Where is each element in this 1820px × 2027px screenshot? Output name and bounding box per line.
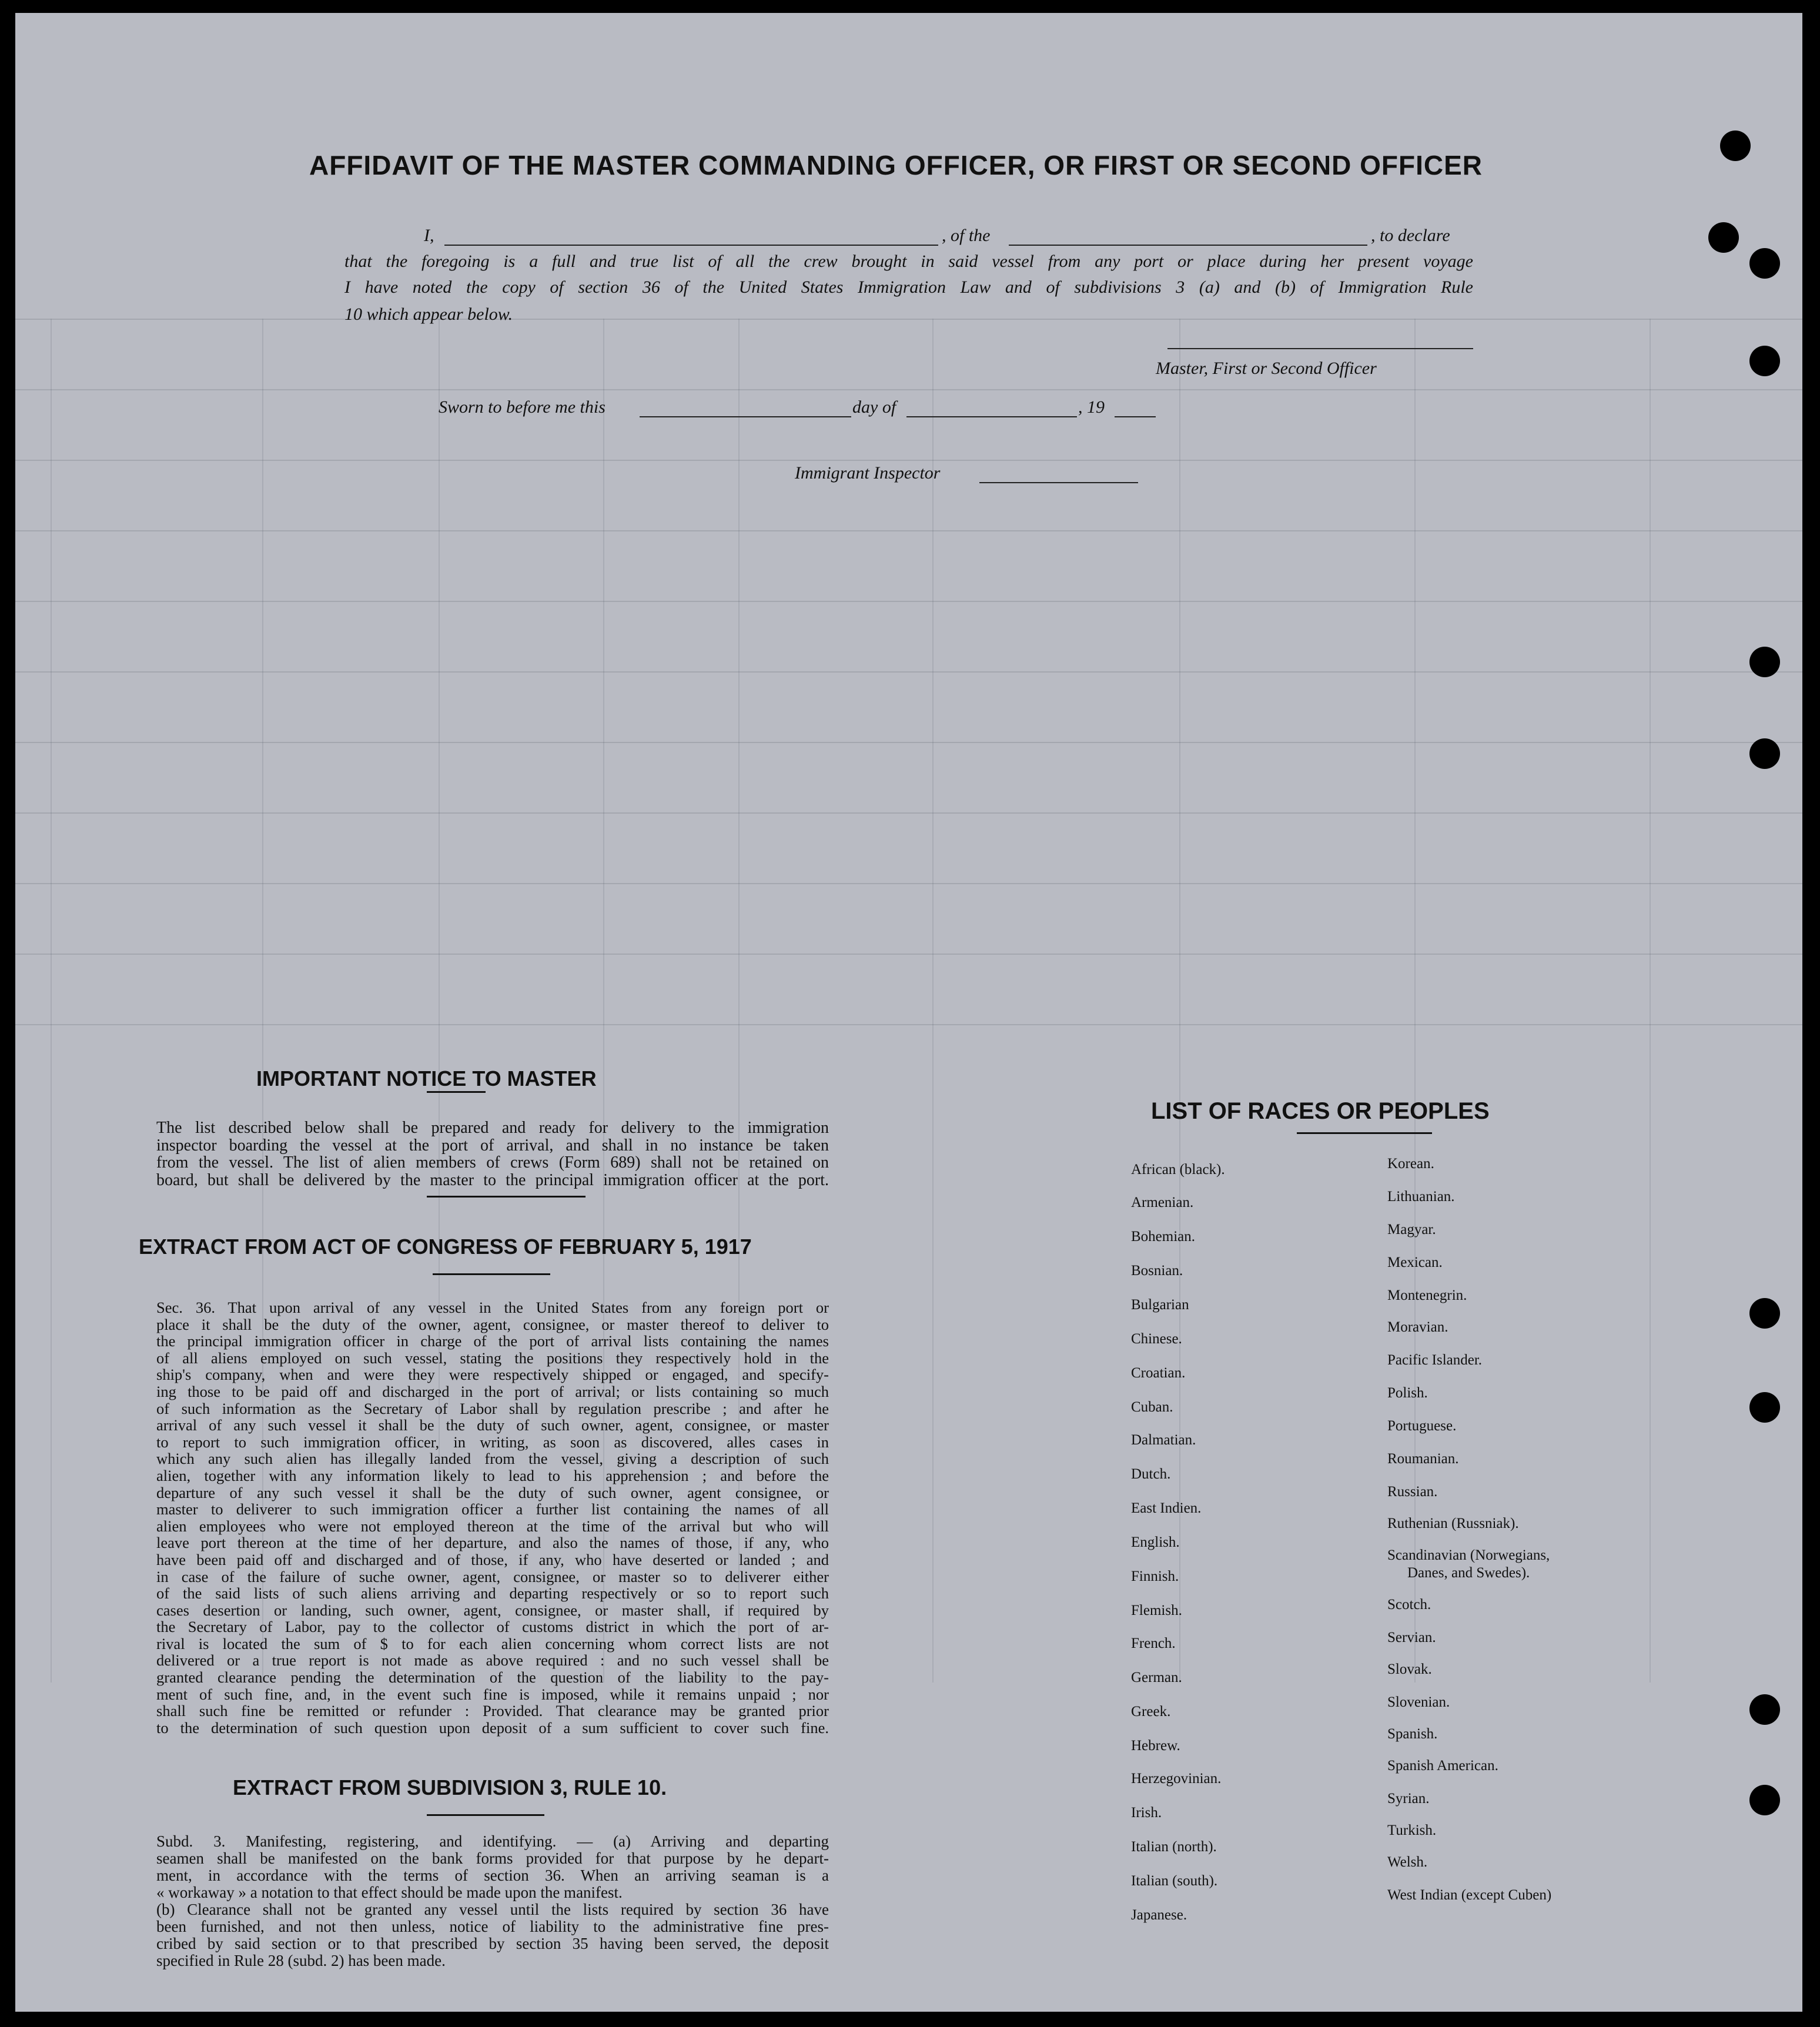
rule-extract-title: EXTRACT FROM SUBDIVISION 3, RULE 10. xyxy=(233,1775,667,1799)
act-line: to report to such immigration officer, in writing, as soon as discovered, alles cases in xyxy=(156,1433,829,1451)
act-line: master to deliverer to such immigration officer a further list containing the names of all xyxy=(156,1500,829,1518)
race-item: Bulgarian xyxy=(1131,1297,1189,1313)
rule-line: specified in Rule 28 (subd. 2) has been made. xyxy=(156,1952,446,1969)
race-item: Korean. xyxy=(1387,1156,1434,1172)
race-item: Ruthenian (Russniak). xyxy=(1387,1516,1519,1531)
act-line: shall such fine be remitted or refunder : Provided. That clearance may be granted prior xyxy=(156,1702,829,1720)
affidavit-i-label: I, xyxy=(424,226,434,245)
race-item: Finnish. xyxy=(1131,1568,1179,1584)
inspector-label: Immigrant Inspector xyxy=(795,463,941,483)
race-item: Bohemian. xyxy=(1131,1229,1196,1245)
act-line: alien, together with any information likely to lead to his apprehension ; and before the xyxy=(156,1466,829,1484)
notice-title: IMPORTANT NOTICE TO MASTER xyxy=(256,1066,597,1091)
race-item: Italian (north). xyxy=(1131,1839,1217,1855)
race-item: Servian. xyxy=(1387,1630,1436,1645)
race-item: Dalmatian. xyxy=(1131,1432,1196,1448)
act-line: ing those to be paid off and discharged in the port of arrival; or lists containing so much xyxy=(156,1382,829,1400)
affidavit-line-2: that the foregoing is a full and true list of all the crew brought in said vessel from any port or place during her present voyage xyxy=(344,252,1473,271)
sworn-year-blank xyxy=(1115,415,1156,417)
affidavit-declare-label: , to declare xyxy=(1371,226,1450,245)
rule-line: Subd. 3. Manifesting, registering, and identifying. — (a) Arriving and departing xyxy=(156,1832,829,1850)
race-item: Hebrew. xyxy=(1131,1738,1180,1754)
race-item: Moravian. xyxy=(1387,1319,1448,1335)
race-item: Scandinavian (Norwegians, xyxy=(1387,1547,1550,1563)
race-item: French. xyxy=(1131,1635,1176,1651)
race-item: African (black). xyxy=(1131,1162,1225,1178)
master-name-blank xyxy=(444,243,938,246)
signer-label: Master, First or Second Officer xyxy=(1156,359,1377,378)
race-item: Spanish. xyxy=(1387,1726,1438,1742)
vessel-name-blank xyxy=(1009,243,1367,246)
race-item: Welsh. xyxy=(1387,1854,1428,1870)
race-item: Slovenian. xyxy=(1387,1694,1450,1710)
inspector-signature-blank xyxy=(979,481,1138,483)
race-item: Danes, and Swedes). xyxy=(1407,1565,1530,1581)
race-item: Lithuanian. xyxy=(1387,1189,1455,1205)
affidavit-line-3: I have noted the copy of section 36 of the United States Immigration Law and of subdivisions 3 (a) and (b) of Immigration Rule xyxy=(344,277,1473,297)
act-line: to the determination of such question upon deposit of a sum sufficient to cover such fine. xyxy=(156,1718,829,1737)
act-line: in case of the failure of suche owner, agent, consignee, or master so to deliverer either xyxy=(156,1567,829,1586)
rule-extract-body xyxy=(156,1833,829,1969)
race-item: Polish. xyxy=(1387,1385,1428,1401)
races-title: LIST OF RACES OR PEOPLES xyxy=(1151,1098,1490,1124)
race-item: Greek. xyxy=(1131,1704,1171,1720)
rule-extract-underline xyxy=(427,1814,544,1816)
act-line: alien employees who were not employed thereon at the time of the arrival but who will xyxy=(156,1517,829,1535)
sworn-year-label: , 19 xyxy=(1078,397,1105,417)
sworn-month-blank xyxy=(906,415,1077,417)
act-line: of such information as the Secretary of Labor shall by regulation prescribe ; and after he xyxy=(156,1399,829,1417)
notice-line: The list described below shall be prepared and ready for delivery to the immigration xyxy=(156,1119,829,1137)
race-item: Syrian. xyxy=(1387,1791,1430,1807)
act-line: of all aliens employed on such vessel, stating the positions they respectively hold in the xyxy=(156,1349,829,1367)
race-item: Armenian. xyxy=(1131,1195,1194,1210)
race-item: Pacific Islander. xyxy=(1387,1352,1483,1368)
affidavit-title: AFFIDAVIT OF THE MASTER COMMANDING OFFICER, OR FIRST OR SECOND OFFICER xyxy=(309,150,1483,180)
race-item: Turkish. xyxy=(1387,1822,1437,1838)
races-title-underline xyxy=(1297,1132,1432,1134)
rule-line: cribed by said section or to that prescribed by section 35 having been served, the deposit xyxy=(156,1935,829,1952)
act-line: the Secretary of Labor, pay to the collector of customs district in which the port of ar- xyxy=(156,1618,829,1636)
race-item: Croatian. xyxy=(1131,1365,1186,1381)
act-line: the principal immigration officer in charge of the port of arrival lists containing the names xyxy=(156,1332,829,1350)
rule-line: been furnished, and not then unless, notice of liability to the administrative fine pres- xyxy=(156,1918,829,1935)
race-item: Scotch. xyxy=(1387,1597,1431,1613)
race-item: Portuguese. xyxy=(1387,1418,1457,1434)
act-extract-title: EXTRACT FROM ACT OF CONGRESS OF FEBRUARY 5, 1917 xyxy=(139,1235,752,1259)
race-item: West Indian (except Cuben) xyxy=(1387,1887,1552,1903)
race-item: English. xyxy=(1131,1534,1180,1550)
act-line: rival is located the sum of $ to for each alien concerning whom correct lists are not xyxy=(156,1634,829,1653)
race-item: Bosnian. xyxy=(1131,1263,1183,1279)
act-line: place it shall be the duty of the owner, agent, consignee, or master thereof to deliver to xyxy=(156,1315,829,1333)
race-item: Russian. xyxy=(1387,1484,1438,1500)
race-item: Chinese. xyxy=(1131,1331,1182,1347)
sworn-day-of-label: day of xyxy=(852,397,896,417)
affidavit-line-4: 10 which appear below. xyxy=(344,305,513,324)
race-item: Japanese. xyxy=(1131,1907,1187,1923)
signature-blank xyxy=(1167,347,1473,349)
act-extract-body xyxy=(156,1299,829,1736)
act-line: leave port thereon at the time of her departure, and also the names of those, if any, who xyxy=(156,1534,829,1552)
rule-line: ment, in accordance with the terms of section 36. When an arriving seaman is a xyxy=(156,1867,829,1884)
race-item: Roumanian. xyxy=(1387,1451,1459,1467)
act-line: ment of such fine, and, in the event such fine is imposed, while it remains unpaid ; nor xyxy=(156,1685,829,1703)
race-item: Spanish American. xyxy=(1387,1758,1498,1774)
race-item: Italian (south). xyxy=(1131,1873,1218,1889)
sworn-label: Sworn to before me this xyxy=(439,397,605,417)
rule-line: (b) Clearance shall not be granted any vessel until the lists required by section 36 have xyxy=(156,1901,829,1918)
affidavit-of-the-label: , of the xyxy=(942,226,991,245)
act-extract-underline xyxy=(433,1273,550,1275)
act-line: ship's company, when and were they were respectively shipped or engaged, and specify- xyxy=(156,1366,829,1384)
document-page xyxy=(15,13,1802,2012)
race-item: East Indien. xyxy=(1131,1500,1202,1516)
act-line: Sec. 36. That upon arrival of any vessel in the United States from any foreign port or xyxy=(156,1299,829,1316)
notice-line: board, but shall be delivered by the master to the principal immigration officer at the port. xyxy=(156,1170,829,1189)
race-item: Cuban. xyxy=(1131,1399,1173,1415)
race-item: Magyar. xyxy=(1387,1222,1436,1237)
act-line: departure of any such vessel it shall be the duty of such owner, agent consignee, or xyxy=(156,1483,829,1501)
race-item: Slovak. xyxy=(1387,1661,1432,1677)
race-item: Dutch. xyxy=(1131,1466,1171,1482)
race-item: Flemish. xyxy=(1131,1603,1182,1618)
race-item: Mexican. xyxy=(1387,1255,1443,1270)
notice-line: inspector boarding the vessel at the port of arrival, and shall in no instance be taken xyxy=(156,1136,829,1155)
act-line: which any such alien has illegally landed from the vessel, giving a description of such xyxy=(156,1450,829,1468)
act-line: have been paid off and discharged and of those, if any, who have deserted or landed ; and xyxy=(156,1550,829,1568)
rule-line: « workaway » a notation to that effect should be made upon the manifest. xyxy=(156,1884,623,1901)
race-item: Herzegovinian. xyxy=(1131,1771,1222,1787)
notice-divider xyxy=(427,1196,586,1198)
rule-line: seamen shall be manifested on the bank forms provided for that purpose by he depart- xyxy=(156,1849,829,1867)
notice-line: from the vessel. The list of alien members of crews (Form 689) shall not be retained on xyxy=(156,1153,829,1172)
act-line: delivered or a true report is not made as above required : and no such vessel shall be xyxy=(156,1651,829,1670)
act-line: arrival of any such vessel it shall be the duty of such owner, agent, consignee, or master xyxy=(156,1416,829,1434)
race-item: Montenegrin. xyxy=(1387,1287,1467,1303)
act-line: granted clearance pending the determination of the question of the liability to the pay- xyxy=(156,1668,829,1687)
act-line: cases desertion or landing, such owner, agent, consignee, or master shall, if required by xyxy=(156,1601,829,1619)
notice-body xyxy=(156,1119,829,1189)
sworn-day-blank xyxy=(640,415,851,417)
race-item: Irish. xyxy=(1131,1805,1162,1821)
notice-title-underline xyxy=(427,1091,486,1093)
race-item: German. xyxy=(1131,1670,1182,1685)
act-line: of the said lists of such aliens arriving and departing respectively or so to report such xyxy=(156,1584,829,1603)
